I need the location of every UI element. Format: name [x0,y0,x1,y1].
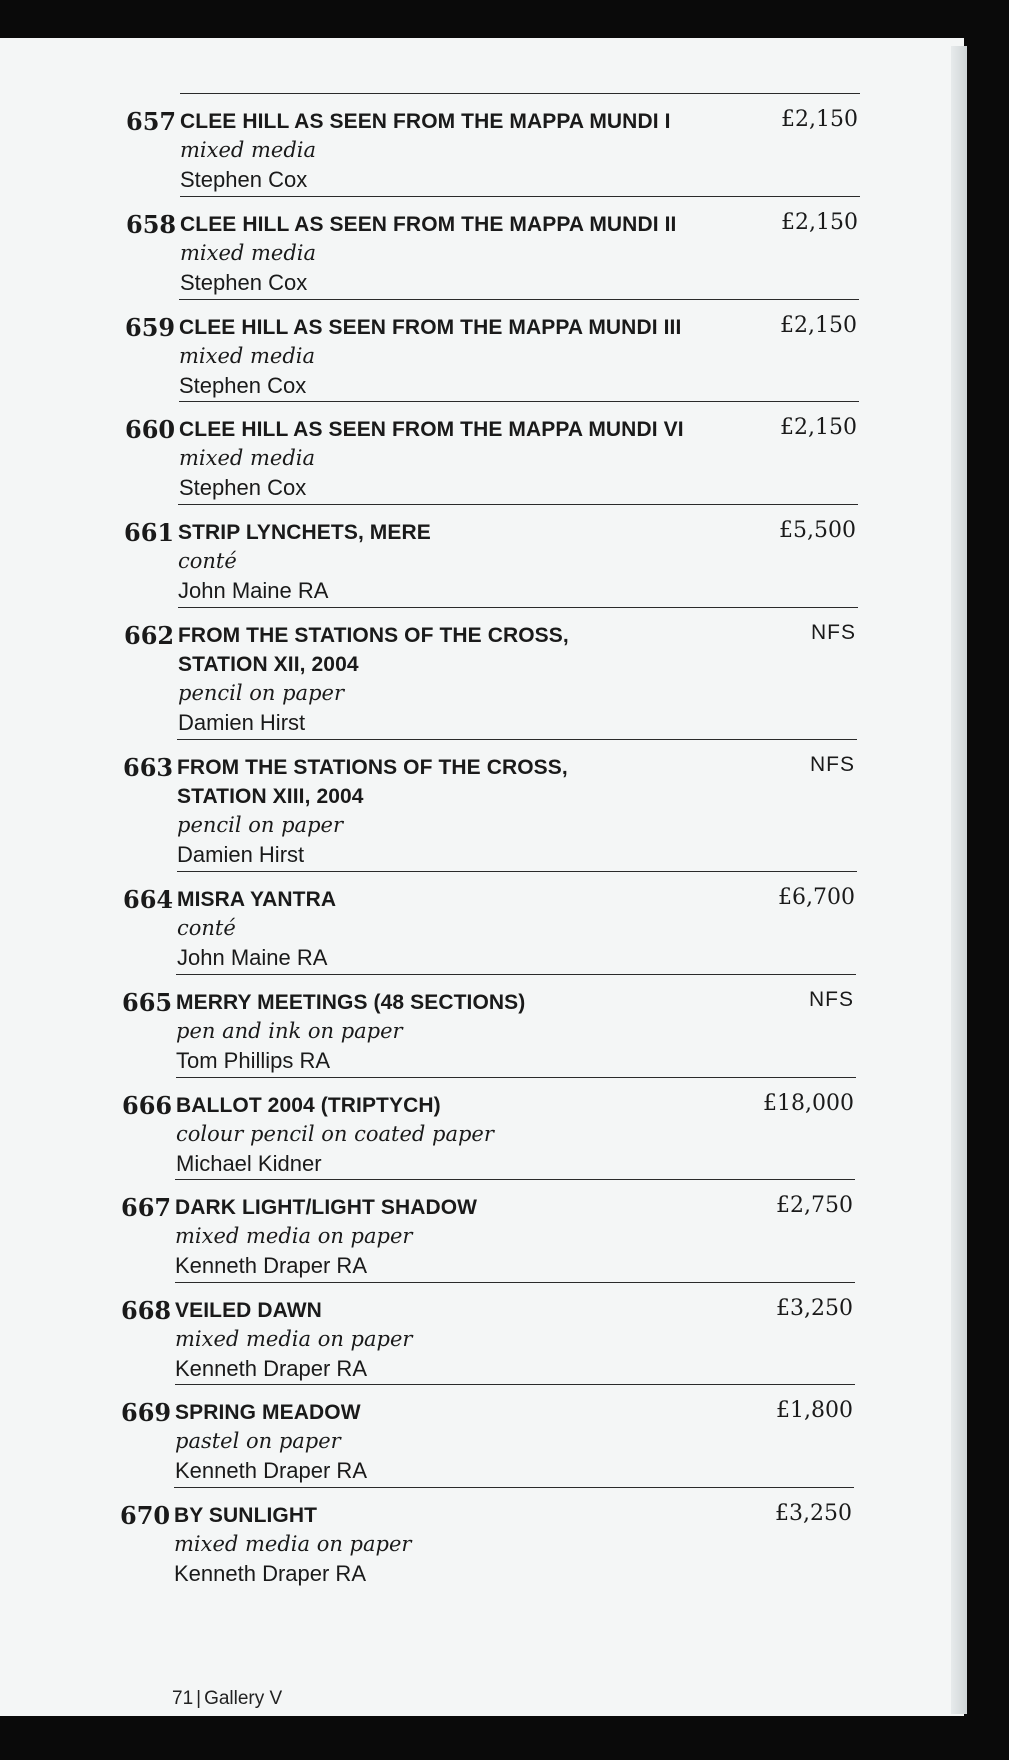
entry-title-line: STRIP LYNCHETS, MERE [178,521,431,544]
entry-divider [177,871,857,872]
entry-title-line: DARK LIGHT/LIGHT SHADOW [175,1196,478,1219]
entry-title-line: SPRING MEADOW [175,1401,361,1424]
entry-number: 663 [123,753,174,782]
entry-divider [175,1384,855,1385]
footer-separator: | [196,1688,202,1709]
entry-medium: mixed media [179,344,316,368]
entry-title [177,753,737,811]
entry-title [176,1091,736,1120]
entry-title-line: CLEE HILL AS SEEN FROM THE MAPPA MUNDI III [179,316,682,339]
entry-artist: Damien Hirst [178,710,306,735]
entry-title-line: STATION XIII, 2004 [177,785,364,808]
entry-title [174,1501,734,1530]
entry-title [178,518,738,547]
entry-title-line: VEILED DAWN [175,1299,322,1322]
entry-price: £3,250 [775,1501,852,1526]
entry-medium: conté [178,549,237,573]
entry-number: 669 [121,1398,172,1427]
entry-title [175,1398,735,1427]
entry-medium: pen and ink on paper [176,1019,403,1043]
entry-number: 667 [121,1193,172,1222]
entry-artist: Stephen Cox [180,270,308,295]
entry-divider [176,974,856,975]
entry-medium: mixed media on paper [175,1224,413,1248]
entry-divider [175,1282,855,1283]
entry-medium: mixed media [180,138,317,162]
page-number: 71 [172,1688,194,1709]
entry-artist: Kenneth Draper RA [175,1253,367,1278]
entry-medium: mixed media on paper [174,1532,412,1556]
entry-price: £18,000 [763,1091,854,1116]
entry-price: £5,500 [779,518,856,543]
entry-divider [174,1487,854,1488]
entry-price: £2,150 [781,210,858,235]
entry-number: 665 [122,988,173,1017]
entry-price: NFS [809,988,854,1011]
entry-price: £2,750 [776,1193,853,1218]
entry-number: 658 [126,210,177,239]
section-name: Gallery V [204,1688,283,1709]
entry-number: 657 [126,107,177,136]
entry-artist: Damien Hirst [177,842,305,867]
entry-divider [180,93,860,94]
entry-title [175,1296,735,1325]
entry-divider [175,1179,855,1180]
entry-title-line: FROM THE STATIONS OF THE CROSS, [178,624,569,647]
entry-price: NFS [811,621,856,644]
entry-artist: Kenneth Draper RA [175,1458,367,1483]
entry-title [175,1193,735,1222]
entry-title [179,313,739,342]
entry-number: 661 [124,518,175,547]
entry-divider [177,739,857,740]
entry-artist: Stephen Cox [179,475,307,500]
entry-artist: Tom Phillips RA [176,1048,331,1073]
entry-title [176,988,736,1017]
entry-price: £1,800 [776,1398,853,1423]
page-edge [951,46,967,1714]
entry-title [180,107,740,136]
entry-title [178,621,738,679]
entry-medium: conté [177,916,236,940]
entry-title-line: STATION XII, 2004 [178,653,359,676]
entry-title-line: CLEE HILL AS SEEN FROM THE MAPPA MUNDI VI [179,418,684,441]
entry-title-line: BY SUNLIGHT [174,1504,318,1527]
entry-medium: mixed media on paper [175,1327,413,1351]
entry-title-line: MERRY MEETINGS (48 SECTIONS) [176,991,526,1014]
entry-medium: mixed media [180,241,317,265]
entry-artist: Stephen Cox [180,167,308,192]
entry-divider [178,504,858,505]
entry-artist: Stephen Cox [179,373,307,398]
catalogue-page [0,38,964,1716]
entry-artist: Kenneth Draper RA [175,1356,367,1381]
entry-artist: Kenneth Draper RA [174,1561,366,1586]
entry-price: £2,150 [781,107,858,132]
entry-price: £2,150 [780,313,857,338]
entry-medium: pencil on paper [178,681,344,705]
entry-title [177,885,737,914]
entry-medium: mixed media [179,446,316,470]
entry-price: £2,150 [780,415,857,440]
entry-medium: pastel on paper [175,1429,341,1453]
entry-number: 666 [122,1091,173,1120]
page-footer [172,1688,282,1710]
entry-divider [179,299,859,300]
entry-number: 662 [124,621,175,650]
entry-divider [178,607,858,608]
entry-artist: John Maine RA [177,945,328,970]
entry-artist: John Maine RA [178,578,329,603]
entry-price: NFS [810,753,855,776]
entry-title-line: CLEE HILL AS SEEN FROM THE MAPPA MUNDI II [180,213,677,236]
entry-title-line: FROM THE STATIONS OF THE CROSS, [177,756,568,779]
entry-number: 668 [121,1296,172,1325]
entry-title [180,210,740,239]
entry-divider [176,1077,856,1078]
entry-title [179,415,739,444]
entry-price: £6,700 [778,885,855,910]
entry-title-line: CLEE HILL AS SEEN FROM THE MAPPA MUNDI I [180,110,671,133]
entry-number: 670 [120,1501,171,1530]
entry-title-line: MISRA YANTRA [177,888,337,911]
entry-price: £3,250 [776,1296,853,1321]
entry-number: 660 [125,415,176,444]
entry-medium: colour pencil on coated paper [176,1122,494,1146]
entry-number: 659 [125,313,176,342]
entry-number: 664 [123,885,174,914]
entry-divider [180,196,860,197]
entry-artist: Michael Kidner [176,1151,322,1176]
entry-title-line: BALLOT 2004 (TRIPTYCH) [176,1094,441,1117]
entry-medium: pencil on paper [177,813,343,837]
entry-divider [179,401,859,402]
